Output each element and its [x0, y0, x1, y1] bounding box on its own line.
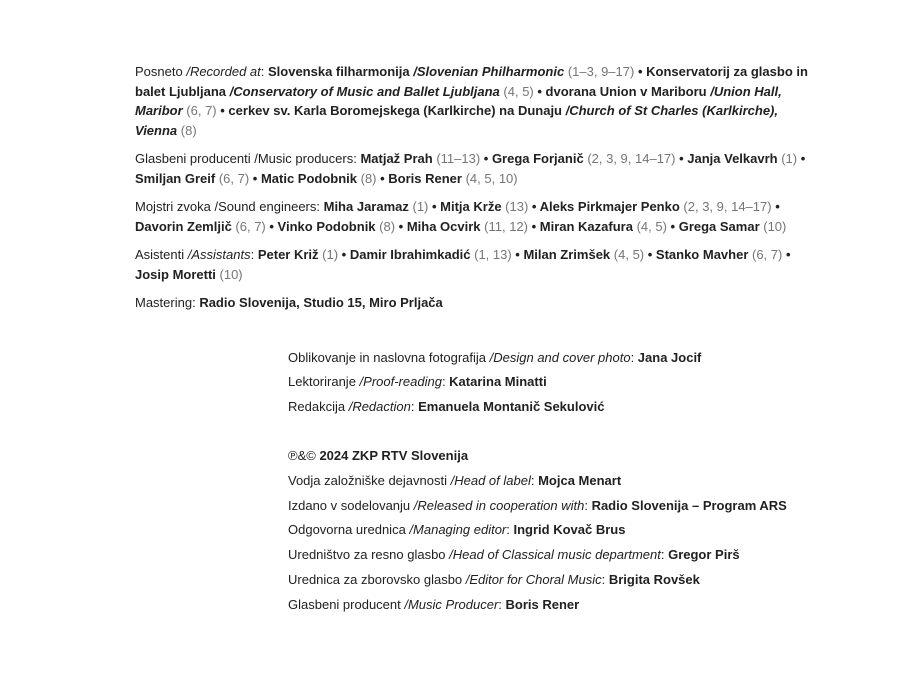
track-numbers: (1, 13) — [474, 247, 512, 262]
text-segment: : — [630, 349, 638, 365]
track-numbers: (4, 5, 10) — [465, 170, 518, 186]
text-segment: balet Ljubljana — [135, 83, 230, 99]
text-segment: Mojstri zvoka /Sound engineers: — [135, 199, 324, 214]
credit-line — [135, 149, 875, 169]
text-segment: Davorin Zemljič — [135, 218, 236, 234]
text-segment: Matjaž Prah — [360, 151, 437, 166]
text-segment: Mojca Menart — [538, 473, 622, 488]
text-segment: Milan Zrimšek — [523, 247, 614, 262]
track-numbers: (13) — [505, 199, 529, 214]
credit-line — [288, 518, 875, 543]
text-segment: Urednica za zborovsko glasbo — [288, 571, 466, 587]
text-segment: Odgovorna urednica — [288, 522, 410, 538]
track-numbers: (1) — [781, 151, 798, 166]
credits-main — [135, 62, 875, 617]
text-segment: : — [250, 247, 258, 262]
publisher-credits-block — [288, 444, 875, 617]
paragraph-mastering — [135, 293, 875, 313]
text-segment: • — [782, 247, 791, 262]
track-numbers: (10) — [763, 218, 787, 234]
text-segment: Mitja Krže — [440, 199, 506, 214]
text-segment: Ingrid Kovač Brus — [513, 522, 626, 538]
track-numbers: (6, 7) — [752, 247, 783, 262]
text-segment: Mastering: — [135, 295, 200, 310]
text-segment: ℗&© — [288, 448, 320, 464]
track-numbers: (8) — [379, 218, 396, 234]
credit-line — [288, 494, 875, 519]
paragraph-sound-engineers — [135, 197, 875, 236]
credit-line — [135, 121, 875, 141]
text-segment: /Redaction — [348, 398, 411, 414]
text-segment: Boris Rener — [505, 596, 580, 612]
text-segment: : — [441, 374, 450, 390]
text-segment: Radio Slovenija, Studio 15, Miro Prljača — [199, 295, 443, 310]
text-segment: /Union Hall, — [710, 83, 782, 99]
text-segment: • — [265, 218, 278, 234]
text-segment: Vienna — [135, 122, 178, 138]
text-segment: dvorana Union v Mariboru — [545, 83, 711, 99]
track-numbers: (11, 12) — [484, 218, 528, 234]
credit-line — [288, 543, 875, 568]
text-segment: • — [634, 64, 647, 79]
text-segment: /Slovenian Philharmonic — [413, 64, 565, 79]
design-credits-block — [288, 346, 875, 420]
track-numbers: (1) — [322, 247, 339, 262]
credit-line — [135, 62, 875, 82]
text-segment: Miha Ocvirk — [406, 218, 485, 234]
track-numbers: (2, 3, 9, 14–17) — [683, 199, 772, 214]
text-segment: Emanuela Montanič Sekulović — [418, 398, 605, 414]
track-numbers: (2, 3, 9, 14–17) — [587, 151, 676, 166]
credit-line — [288, 469, 875, 494]
track-numbers: (1–3, 9–17) — [567, 64, 635, 79]
text-segment: Oblikovanje in naslovna fotografija — [288, 349, 490, 365]
credits-sub-block — [288, 346, 875, 618]
text-segment: 2024 ZKP RTV Slovenija — [319, 448, 469, 464]
text-segment: Konservatorij za glasbo in — [646, 64, 808, 79]
text-segment: /Released in cooperation with — [413, 497, 585, 513]
paragraph-assistants — [135, 245, 875, 284]
text-segment: Stanko Mavher — [655, 247, 752, 262]
track-numbers: (1) — [412, 199, 429, 214]
text-segment: • — [675, 151, 688, 166]
text-segment: /Managing editor — [409, 522, 507, 538]
text-segment: : — [530, 473, 539, 488]
text-segment: • — [395, 218, 407, 234]
credit-line — [135, 101, 875, 121]
credit-line — [135, 169, 875, 189]
credit-line — [288, 444, 875, 469]
track-numbers: (4, 5) — [503, 83, 534, 99]
credit-line — [288, 395, 875, 420]
text-segment: Peter Križ — [257, 247, 323, 262]
paragraph-music-producers — [135, 149, 875, 188]
text-segment: Vinko Podobnik — [277, 218, 380, 234]
text-segment: : — [584, 497, 592, 513]
text-segment: • — [428, 199, 441, 214]
track-numbers: (4, 5) — [613, 247, 645, 262]
text-segment: Posneto — [135, 64, 187, 79]
text-segment: : — [498, 596, 506, 612]
text-segment: • — [216, 103, 229, 118]
text-segment: Vodja založniške dejavnosti — [288, 473, 451, 488]
text-segment: Glasbeni producent — [288, 596, 405, 612]
text-segment: Slovenska filharmonija — [268, 64, 414, 79]
text-segment: Brigita Rovšek — [608, 571, 700, 587]
text-segment: : — [506, 522, 514, 538]
paragraph-recorded-at — [135, 62, 875, 140]
credit-line — [135, 197, 875, 217]
text-segment: Radio Slovenija – Program ARS — [591, 497, 787, 513]
text-segment: : — [410, 398, 419, 414]
text-segment: Jana Jocif — [637, 349, 702, 365]
text-segment: /Editor for Choral Music — [465, 571, 602, 587]
text-segment: Asistenti — [135, 247, 188, 262]
text-segment: /Design and cover photo — [489, 349, 631, 365]
text-segment: • — [511, 247, 524, 262]
credit-line — [288, 593, 875, 618]
text-segment: • — [644, 247, 656, 262]
text-segment: Gregor Pirš — [668, 547, 740, 563]
text-segment: : — [260, 64, 268, 79]
text-segment: • — [771, 199, 780, 214]
credit-line — [288, 346, 875, 371]
text-segment: • — [338, 247, 350, 262]
text-segment: Izdano v sodelovanju — [288, 497, 414, 513]
track-numbers: (8) — [360, 170, 377, 186]
text-segment: cerkev sv. Karla Boromejskega (Karlkirche) na Dunaju — [228, 103, 566, 118]
text-segment: /Head of label — [450, 473, 531, 488]
text-segment: Katarina Minatti — [449, 374, 547, 390]
text-segment: Maribor — [135, 103, 183, 118]
text-segment: • — [480, 151, 492, 166]
track-numbers: (6, 7) — [218, 170, 250, 186]
credit-line — [135, 293, 875, 313]
text-segment: • — [797, 151, 806, 166]
text-segment: Matic Podobnik — [260, 170, 361, 186]
credit-line — [135, 245, 875, 265]
text-segment: • — [666, 218, 679, 234]
track-numbers: (10) — [219, 266, 243, 282]
credit-line — [288, 370, 875, 395]
text-segment: /Assistants — [187, 247, 251, 262]
text-segment: Lektoriranje — [288, 374, 360, 390]
track-numbers: (8) — [180, 122, 197, 138]
text-segment: /Conservatory of Music and Ballet Ljubljana — [229, 83, 500, 99]
text-segment: • — [528, 199, 540, 214]
text-segment: Redakcija — [288, 398, 349, 414]
text-segment: : — [601, 571, 609, 587]
track-numbers: (4, 5) — [636, 218, 667, 234]
credit-line — [135, 82, 875, 102]
text-segment: /Church of St Charles (Karlkirche), — [565, 103, 778, 118]
text-segment: Damir Ibrahimkadić — [349, 247, 475, 262]
text-segment: Glasbeni producenti /Music producers: — [135, 151, 361, 166]
text-segment: Boris Rener — [388, 170, 466, 186]
track-numbers: (6, 7) — [235, 218, 266, 234]
text-segment: /Head of Classical music department — [449, 547, 661, 563]
text-segment: Miran Kazafura — [539, 218, 637, 234]
credit-line — [288, 568, 875, 593]
text-segment: : — [660, 547, 669, 563]
track-numbers: (6, 7) — [186, 103, 217, 118]
text-segment: Grega Forjanič — [491, 151, 588, 166]
text-segment: /Recorded at — [186, 64, 261, 79]
text-segment: • — [249, 170, 261, 186]
text-segment: Janja Velkavrh — [687, 151, 782, 166]
text-segment: /Music Producer — [404, 596, 499, 612]
text-segment: Smiljan Greif — [135, 170, 219, 186]
text-segment: Grega Samar — [678, 218, 764, 234]
text-segment: /Proof-reading — [359, 374, 442, 390]
text-segment: Miha Jaramaz — [323, 199, 413, 214]
text-segment: Aleks Pirkmajer Penko — [539, 199, 684, 214]
text-segment: • — [527, 218, 540, 234]
credit-line — [135, 217, 875, 237]
track-numbers: (11–13) — [436, 151, 481, 166]
text-segment: Josip Moretti — [135, 266, 220, 282]
text-segment: • — [376, 170, 389, 186]
credit-line — [135, 265, 875, 285]
text-segment: • — [533, 83, 546, 99]
text-segment: Uredništvo za resno glasbo — [288, 547, 450, 563]
